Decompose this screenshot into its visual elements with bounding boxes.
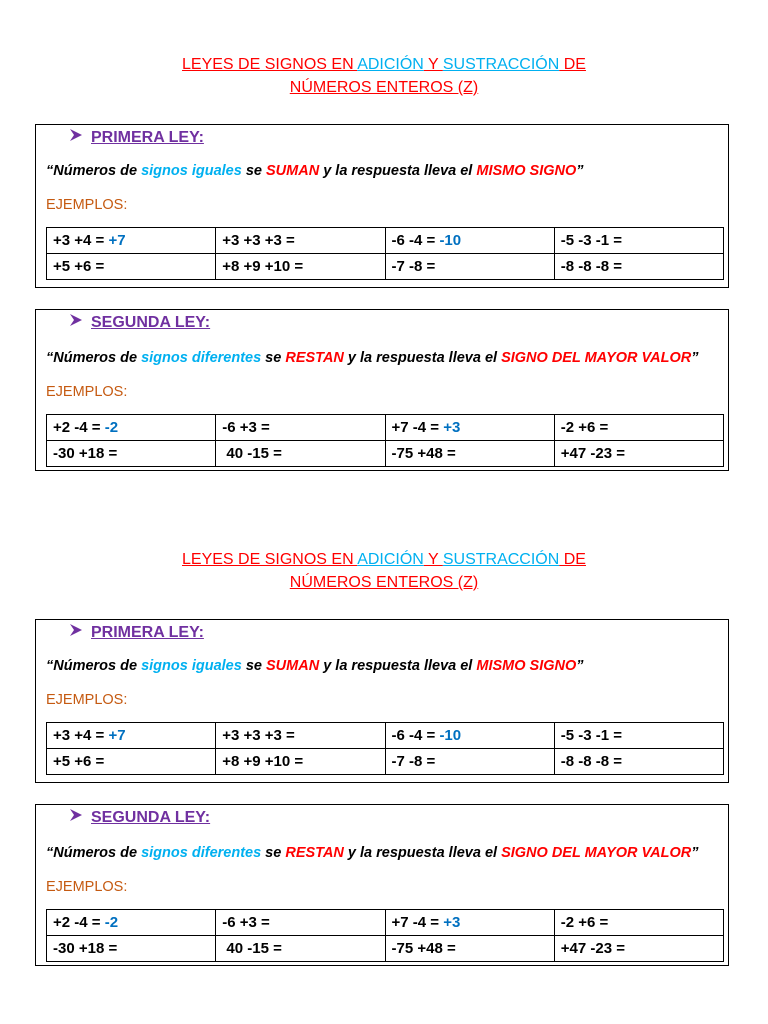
example-cell — [47, 415, 216, 441]
example-answer: +7 — [108, 727, 126, 744]
arrowhead-bullet-icon — [69, 623, 83, 642]
rule-text: se — [241, 163, 267, 179]
example-expression: +5 +6 = — [53, 753, 105, 770]
title-line-1 — [0, 53, 768, 76]
rule-text: ” — [691, 350, 699, 366]
example-expression: -5 -3 -1 = — [560, 727, 623, 744]
rule-text: “Números de — [46, 658, 142, 674]
primera-ejemplos-label: EJEMPLOS: — [46, 692, 128, 708]
rule-text: “Números de — [46, 350, 142, 366]
rule-operation: SUMAN — [266, 658, 320, 674]
rule-text: se — [241, 658, 267, 674]
example-cell — [47, 936, 216, 962]
example-cell — [385, 254, 554, 280]
example-expression: +47 -23 = — [560, 445, 625, 462]
primera-ley-box — [35, 124, 729, 288]
title-text: LEYES DE SIGNOS EN — [182, 551, 358, 568]
example-cell — [554, 415, 723, 441]
segunda-ley-rule — [46, 845, 698, 861]
example-cell — [554, 910, 723, 936]
title-text: Y — [423, 56, 443, 73]
example-expression: -2 +6 = — [560, 914, 609, 931]
example-expression: +47 -23 = — [560, 940, 625, 957]
table-row — [47, 936, 724, 962]
rule-operation: SUMAN — [266, 163, 320, 179]
page-title — [0, 53, 768, 99]
rule-operation: RESTAN — [285, 845, 344, 861]
rule-text: ” — [576, 658, 584, 674]
example-cell — [216, 749, 385, 775]
rule-text: ” — [576, 163, 584, 179]
example-expression: +3 +3 +3 = — [222, 727, 295, 744]
title-subtitle: NÚMEROS ENTEROS (Z) — [289, 574, 479, 591]
example-answer: -10 — [439, 727, 462, 744]
example-answer: +3 — [443, 914, 461, 931]
segunda-ley-label: SEGUNDA LEY: — [91, 809, 211, 826]
example-cell — [554, 441, 723, 467]
segunda-ley-box — [35, 804, 729, 966]
example-cell — [216, 910, 385, 936]
example-cell — [554, 936, 723, 962]
example-cell — [385, 723, 554, 749]
title-line-2 — [0, 571, 768, 594]
title-text: DE — [559, 56, 586, 73]
example-answer: +7 — [108, 232, 126, 249]
title-adicion: ADICIÓN — [357, 551, 424, 568]
primera-ley-rule — [46, 658, 584, 674]
example-answer: -10 — [439, 232, 462, 249]
example-cell — [47, 723, 216, 749]
rule-term: signos iguales — [141, 163, 242, 179]
segunda-ejemplos-label: EJEMPLOS: — [46, 879, 128, 895]
example-expression: +7 -4 = — [391, 419, 444, 436]
rule-text: “Números de — [46, 163, 142, 179]
example-cell — [47, 910, 216, 936]
rule-result: MISMO SIGNO — [476, 163, 577, 179]
example-cell — [47, 254, 216, 280]
rule-operation: RESTAN — [285, 350, 344, 366]
primera-ley-label: PRIMERA LEY: — [91, 624, 204, 641]
example-cell — [554, 749, 723, 775]
example-answer: +3 — [443, 419, 461, 436]
rule-term: signos diferentes — [141, 350, 262, 366]
arrowhead-bullet-icon — [69, 313, 83, 332]
table-row — [47, 228, 724, 254]
primera-ejemplos-label: EJEMPLOS: — [46, 197, 128, 213]
title-line-2 — [0, 76, 768, 99]
primera-ley-heading — [69, 623, 204, 642]
title-text: Y — [423, 551, 443, 568]
example-expression: 40 -15 = — [222, 940, 282, 957]
example-expression: +3 +4 = — [53, 232, 109, 249]
rule-text: se — [261, 350, 286, 366]
primera-ley-box — [35, 619, 729, 783]
example-expression: -6 -4 = — [391, 727, 440, 744]
example-expression: +3 +4 = — [53, 727, 109, 744]
example-cell — [216, 415, 385, 441]
example-cell — [554, 254, 723, 280]
example-cell — [385, 749, 554, 775]
title-text: DE — [559, 551, 586, 568]
segunda-examples-table — [46, 909, 724, 962]
example-expression: +5 +6 = — [53, 258, 105, 275]
page-title — [0, 548, 768, 594]
table-row — [47, 723, 724, 749]
primera-ley-heading — [69, 128, 204, 147]
segunda-ley-rule — [46, 350, 698, 366]
example-cell — [216, 254, 385, 280]
title-subtitle: NÚMEROS ENTEROS (Z) — [289, 79, 479, 96]
table-row — [47, 254, 724, 280]
title-line-1 — [0, 548, 768, 571]
primera-ley-label: PRIMERA LEY: — [91, 129, 204, 146]
example-expression: +2 -4 = — [53, 419, 105, 436]
table-row — [47, 441, 724, 467]
example-cell — [385, 415, 554, 441]
example-cell — [216, 723, 385, 749]
example-answer: -2 — [104, 914, 119, 931]
example-expression: -75 +48 = — [391, 445, 456, 462]
rule-text: y la respuesta lleva el — [343, 350, 502, 366]
example-expression: -7 -8 = — [391, 753, 436, 770]
example-expression: +3 +3 +3 = — [222, 232, 295, 249]
primera-ley-rule — [46, 163, 584, 179]
example-cell — [554, 723, 723, 749]
segunda-ley-label: SEGUNDA LEY: — [91, 314, 211, 331]
title-sustraccion: SUSTRACCIÓN — [442, 551, 560, 568]
segunda-examples-table — [46, 414, 724, 467]
example-expression: +8 +9 +10 = — [222, 753, 304, 770]
example-expression: -2 +6 = — [560, 419, 609, 436]
example-cell — [47, 441, 216, 467]
rule-term: signos iguales — [141, 658, 242, 674]
rule-text: “Números de — [46, 845, 142, 861]
example-cell — [385, 228, 554, 254]
rule-result: SIGNO DEL MAYOR VALOR — [501, 350, 692, 366]
rule-result: SIGNO DEL MAYOR VALOR — [501, 845, 692, 861]
example-expression: -8 -8 -8 = — [560, 753, 623, 770]
example-cell — [385, 441, 554, 467]
example-expression: -6 +3 = — [222, 914, 270, 931]
example-cell — [216, 936, 385, 962]
example-expression: -6 -4 = — [391, 232, 440, 249]
arrowhead-bullet-icon — [69, 808, 83, 827]
example-cell — [385, 936, 554, 962]
example-cell — [216, 228, 385, 254]
arrowhead-bullet-icon — [69, 128, 83, 147]
rule-text: y la respuesta lleva el — [319, 658, 477, 674]
rule-text: y la respuesta lleva el — [343, 845, 502, 861]
title-adicion: ADICIÓN — [357, 56, 424, 73]
example-answer: -2 — [104, 419, 119, 436]
rule-text: y la respuesta lleva el — [319, 163, 477, 179]
example-expression: -5 -3 -1 = — [560, 232, 623, 249]
example-expression: +2 -4 = — [53, 914, 105, 931]
example-expression: +8 +9 +10 = — [222, 258, 304, 275]
rule-text: se — [261, 845, 286, 861]
example-cell — [47, 749, 216, 775]
rule-text: ” — [691, 845, 699, 861]
title-sustraccion: SUSTRACCIÓN — [442, 56, 560, 73]
segunda-ley-heading — [69, 313, 210, 332]
segunda-ley-box — [35, 309, 729, 471]
example-expression: -75 +48 = — [391, 940, 456, 957]
example-expression: -30 +18 = — [53, 940, 118, 957]
example-expression: 40 -15 = — [222, 445, 282, 462]
primera-examples-table — [46, 722, 724, 775]
rule-result: MISMO SIGNO — [476, 658, 577, 674]
segunda-ejemplos-label: EJEMPLOS: — [46, 384, 128, 400]
example-expression: -7 -8 = — [391, 258, 436, 275]
table-row — [47, 910, 724, 936]
example-cell — [554, 228, 723, 254]
example-cell — [47, 228, 216, 254]
rule-term: signos diferentes — [141, 845, 262, 861]
example-expression: -6 +3 = — [222, 419, 270, 436]
title-text: LEYES DE SIGNOS EN — [182, 56, 358, 73]
example-expression: +7 -4 = — [391, 914, 444, 931]
example-expression: -30 +18 = — [53, 445, 118, 462]
segunda-ley-heading — [69, 808, 210, 827]
example-cell — [216, 441, 385, 467]
primera-examples-table — [46, 227, 724, 280]
example-expression: -8 -8 -8 = — [560, 258, 623, 275]
example-cell — [385, 910, 554, 936]
table-row — [47, 749, 724, 775]
table-row — [47, 415, 724, 441]
